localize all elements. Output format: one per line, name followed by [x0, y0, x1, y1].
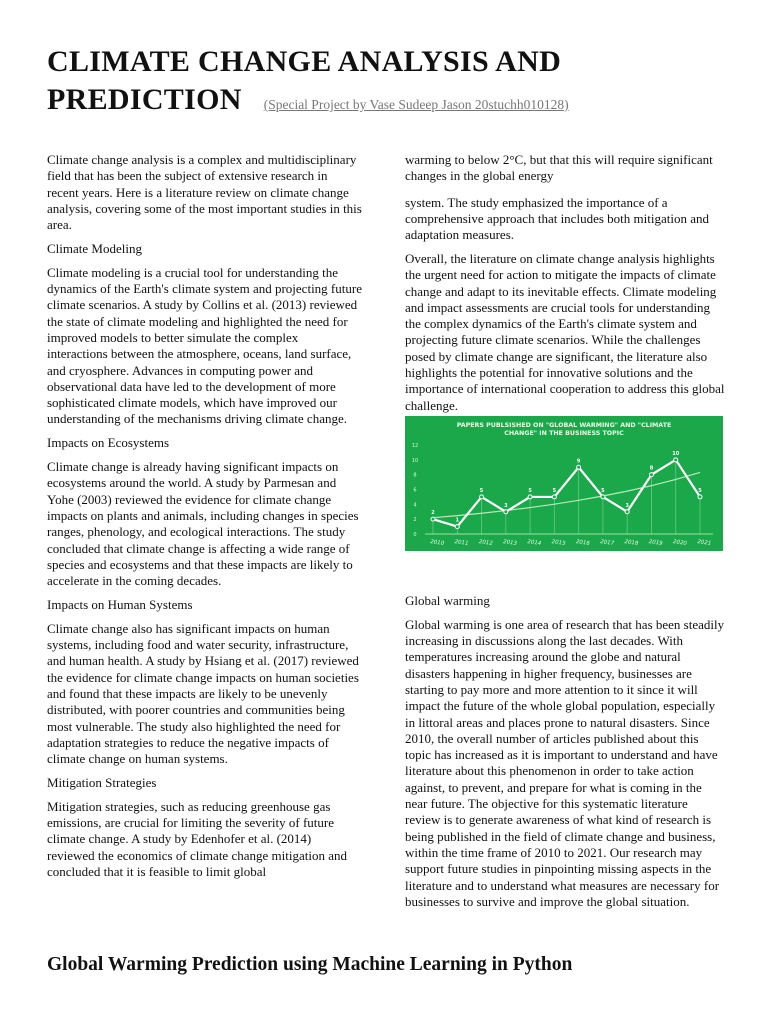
title-line-2-text: PREDICTION — [47, 83, 242, 116]
y-tick-label: 12 — [411, 442, 419, 449]
right-column — [405, 152, 725, 918]
data-label: 5 — [528, 487, 532, 494]
paragraph: Overall, the literature on climate change analysis highlights the urgent need for action to mitigate the impacts of climate change and adapt to its inevitable effects. Climate modeling and impact assessments are crucial tools for understanding the complex dynamics of the Earth's climate system and projecting future climate scenarios. While the challenges posed by climate change are significant, the literature also highlights the potential for innovative solutions and the importance of international cooperation to address this global challenge. — [405, 250, 725, 413]
paragraph: Global warming is one area of research that has been steadily increasing in discussions along the last decades. With temperatures increasing around the globe and natural disasters happening in higher frequency, businesses are starting to pay more and more attention to it since it will impact the future of the whole global population, especially in littoral areas and places prone to natural disasters. Since 2010, the overall number of articles published about this topic has increased as it is important to understand and have literature about this phenomenon in order to take action against, to prevent, and prepare for what is coming in the near future. The objective for this systematic literature review is to generate awareness of what kind of research is being published in the field of climate change and business, within the time frame of 2010 to 2021. Our research may support future studies in pinpointing missing aspects in the literature and to understand what measures are necessary for businesses to survive and improve the global situation. — [405, 616, 725, 909]
bottom-heading: Global Warming Prediction using Machine Learning in Python — [47, 954, 573, 975]
data-label: 5 — [698, 487, 702, 494]
data-point — [480, 495, 484, 499]
y-tick-label: 6 — [413, 487, 417, 494]
x-tick-label: 2010 — [429, 539, 445, 547]
data-label: 5 — [601, 487, 605, 494]
paragraph: Climate change is already having significant impacts on ecosystems around the world. A study by Parmesan and Yohe (2003) reviewed the evidence for climate change impacts on plants and animals, including changes in species ranges, phenology, and ecological interactions. The study concluded that climate change is affecting a wide range of species and ecosystems and that these impacts are likely to accelerate in the coming decades. — [47, 459, 359, 589]
data-point — [698, 495, 702, 499]
data-point — [431, 517, 435, 521]
y-tick-label: 8 — [413, 472, 417, 479]
data-point — [552, 495, 556, 499]
data-label: 8 — [649, 465, 654, 472]
data-label: 2 — [431, 510, 435, 517]
x-tick-label: 2013 — [502, 539, 518, 547]
paragraph: Climate modeling is a crucial tool for understanding the dynamics of the Earth's climate system and projecting future climate scenarios. A study by Collins et al. (2013) reviewed the state of climate modeling and highlighted the need for improved models to better simulate the complex interactions between the atmosphere, oceans, land surface, and cryosphere. Advances in computing power and observational data have led to the development of more sophisticated climate models, which have improved our understanding of the mechanisms driving climate change. — [47, 264, 362, 427]
paragraph: system. The study emphasized the importance of a comprehensive approach that includes both mitigation and adaptation measures. — [405, 194, 709, 243]
paragraph: Climate change analysis is a complex and multidisciplinary field that has been the subject of extensive research in recent years. Here is a literature review on climate change analysis, covering some of the most important studies in this area. — [47, 152, 362, 233]
data-point — [601, 495, 605, 499]
data-label: 10 — [672, 450, 680, 457]
data-point — [455, 525, 459, 529]
chart-title: CHANGE" IN THE BUSINESS TOPIC — [504, 429, 624, 437]
subtitle-link[interactable]: (Special Project by Vase Sudeep Jason 20stuchh010128) — [263, 97, 569, 112]
data-label: 9 — [576, 458, 581, 465]
data-label: 3 — [625, 502, 629, 509]
section-heading: Global warming — [405, 592, 490, 608]
paragraph: Climate change also has significant impacts on human systems, including food and water security, infrastructure, and human health. A study by Hsiang et al. (2017) reviewed the evidence for climate change impacts on human societies and found that these impacts are likely to be unevenly distributed, with poorer countries and communities being most vulnerable. The study also highlighted the need for adaptation strategies to reduce the negative impacts of climate change on human systems. — [47, 620, 359, 767]
x-tick-label: 2015 — [551, 539, 566, 547]
section-heading: Climate Modeling — [47, 240, 142, 256]
data-label: 3 — [504, 502, 508, 509]
data-point — [504, 510, 508, 514]
x-tick-label: 2021 — [696, 539, 712, 547]
title-line-1: CLIMATE CHANGE ANALYSIS AND — [47, 45, 562, 78]
section-heading: Impacts on Ecosystems — [47, 435, 170, 451]
x-tick-label: 2016 — [575, 539, 591, 547]
data-point — [625, 510, 629, 514]
chart-title: PAPERS PUBLSISHED ON "GLOBAL WARMING" AND "CLIMATE — [456, 421, 672, 429]
data-label: 5 — [552, 487, 557, 494]
x-tick-label: 2019 — [648, 539, 663, 547]
section-heading: Impacts on Human Systems — [47, 596, 193, 612]
paragraph: warming to below 2°C, but that this will require significant changes in the global energy — [405, 152, 713, 184]
y-tick-label: 0 — [413, 531, 417, 538]
data-point — [528, 495, 532, 499]
y-tick-label: 10 — [411, 457, 419, 464]
data-point — [674, 458, 678, 462]
section-heading: Mitigation Strategies — [47, 774, 157, 790]
x-tick-label: 2020 — [672, 539, 688, 547]
x-tick-label: 2012 — [478, 539, 494, 547]
left-column — [47, 152, 362, 888]
paragraph: Mitigation strategies, such as reducing greenhouse gas emissions, are crucial for limiting the severity of future climate change. A study by Edenhofer et al. (2014) reviewed the economics of climate change mitigation and concluded that it is feasible to limit global — [47, 798, 347, 879]
data-label: 1 — [455, 517, 460, 524]
x-tick-label: 2018 — [623, 539, 639, 547]
papers-line-chart — [405, 416, 723, 551]
x-tick-label: 2011 — [454, 539, 469, 547]
data-label: 5 — [479, 487, 484, 494]
title-line-2 — [47, 82, 569, 123]
y-tick-label: 2 — [413, 517, 417, 524]
data-point — [649, 473, 653, 477]
y-tick-label: 4 — [413, 502, 417, 509]
x-tick-label: 2017 — [599, 539, 615, 547]
data-point — [577, 465, 581, 469]
x-tick-label: 2014 — [526, 539, 542, 547]
